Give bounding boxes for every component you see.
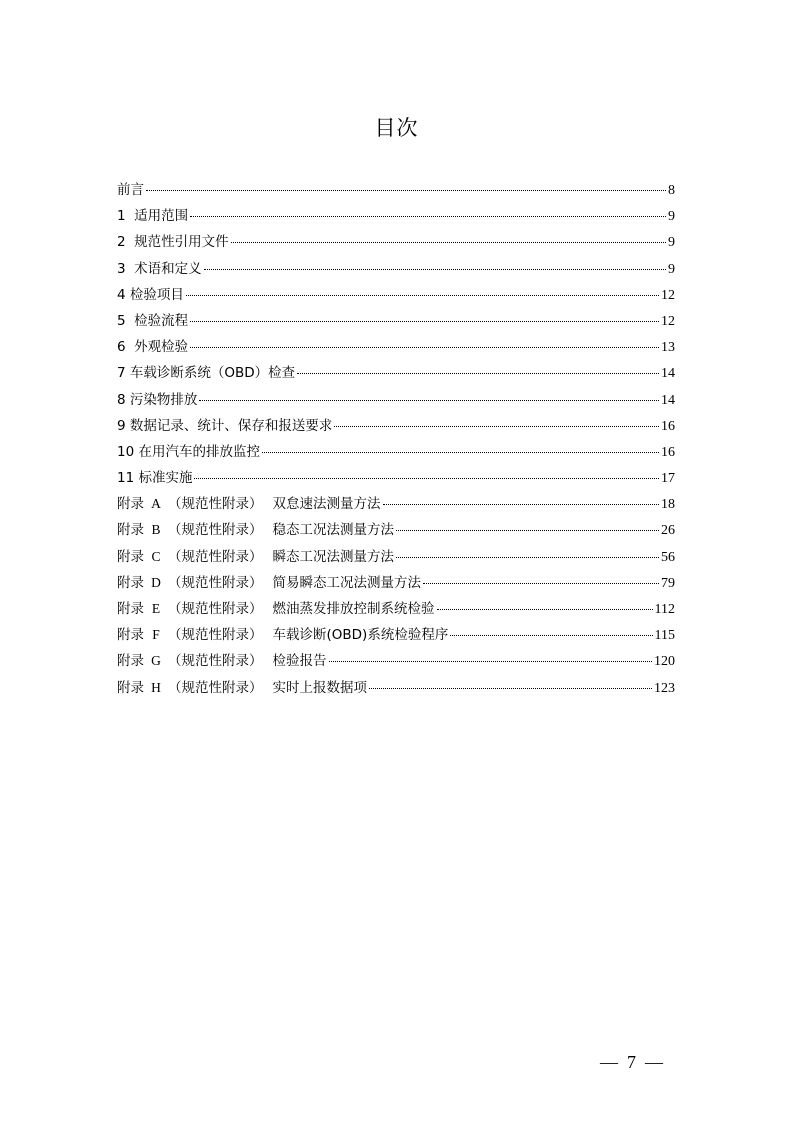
toc-entry-page: 112 [654,602,675,617]
dot-leader [334,426,659,427]
appendix-kind: （规范性附录） [168,653,263,670]
toc-entry-page: 123 [654,680,675,696]
toc-entry-label: 前言 [117,182,144,198]
toc-entry-page: 9 [668,235,675,251]
toc-entry-page: 9 [668,209,675,225]
appendix-letter: F [152,627,160,643]
dot-leader [194,478,659,479]
toc-entry-page: 115 [654,628,675,644]
dot-leader [369,688,652,689]
appendix-letter: C [151,548,161,564]
appendix-letter: B [151,522,161,538]
dot-leader [423,583,659,584]
toc-entry[interactable] [117,257,675,283]
appendix-title: 瞬态工况法测量方法 [272,548,394,565]
appendix-letter: H [151,679,161,695]
dot-leader [262,452,659,453]
appendix-kind: （规范性附录） [168,601,263,617]
page-number: — 7 — [600,1052,663,1072]
toc-entry[interactable] [117,309,675,335]
appendix-prefix: 附录 [117,653,144,670]
toc-entry-page: 8 [668,183,675,198]
appendix-label [117,492,381,512]
appendix-title: 实时上报数据项 [272,679,367,696]
dot-leader [383,504,660,505]
appendix-prefix: 附录 [117,574,144,591]
dot-leader [146,190,666,191]
appendix-label [117,545,394,565]
toc-entry-page: 120 [654,654,675,670]
toc-entry-page: 12 [661,313,675,329]
appendix-title: 燃油蒸发排放控制系统检验 [272,601,435,617]
appendix-kind: （规范性附录） [168,679,263,696]
dot-leader [231,242,666,243]
dot-leader [190,216,666,217]
appendix-kind: （规范性附录） [168,522,263,539]
toc-entry-label: 5 检验流程 [117,312,189,329]
dot-leader [204,269,666,270]
toc-entry[interactable] [117,230,675,256]
dot-leader [297,373,659,374]
toc-appendix-entry[interactable] [117,623,675,649]
toc-entry-page: 9 [668,261,675,277]
toc-entry-page: 14 [661,366,675,382]
toc-entry-page: 13 [661,340,675,356]
appendix-letter: G [151,653,161,669]
toc-appendix-entry[interactable] [117,597,675,623]
toc-entry[interactable] [117,178,675,204]
toc-entry-label: 3 术语和定义 [117,260,202,277]
toc-entry[interactable] [117,414,675,440]
toc-entry[interactable] [117,388,675,414]
toc-entry-label: 4 检验项目 [117,286,184,303]
appendix-title: 稳态工况法测量方法 [272,522,394,539]
toc-entry-label: 9 数据记录、统计、保存和报送要求 [117,417,333,434]
toc-entry-page: 12 [661,287,675,303]
dot-leader [450,635,652,636]
appendix-prefix: 附录 [117,496,144,513]
toc-entry-page: 56 [661,549,675,565]
appendix-label [117,676,367,696]
toc-appendix-entry[interactable] [117,676,675,702]
page-title: 目次 [374,116,419,140]
toc-entry-label: 8 污染物排放 [117,391,198,408]
toc-entry-page: 26 [661,523,675,539]
toc-entry[interactable] [117,283,675,309]
dot-leader [437,609,653,610]
toc-entry-page: 16 [661,418,675,434]
toc-entry-label: 11 标准实施 [117,470,193,487]
dot-leader [190,347,659,348]
dot-leader [190,321,659,322]
toc-entry[interactable] [117,335,675,361]
appendix-title: 检验报告 [272,653,327,670]
toc-entry-page: 79 [661,575,675,591]
toc-entry-label: 2 规范性引用文件 [117,234,229,251]
dot-leader [186,295,659,296]
appendix-prefix: 附录 [117,679,144,696]
dot-leader [199,400,659,401]
appendix-title: 双怠速法测量方法 [272,496,381,513]
appendix-letter: D [151,574,161,590]
toc-entry[interactable] [117,361,675,387]
toc-entry-label: 7 车载诊断系统（OBD）检查 [117,365,296,382]
dot-leader [396,557,659,558]
table-of-contents [117,178,675,702]
toc-entry-page: 17 [661,471,675,487]
toc-appendix-entry[interactable] [117,518,675,544]
appendix-kind: （规范性附录） [168,627,263,644]
toc-entry-label: 10 在用汽车的排放监控 [117,443,260,460]
toc-entry[interactable] [117,204,675,230]
toc-entry-page: 18 [661,497,675,513]
appendix-prefix: 附录 [117,522,144,539]
toc-entry-page: 16 [661,444,675,460]
appendix-label [117,623,448,643]
appendix-kind: （规范性附录） [168,496,263,513]
appendix-prefix: 附录 [117,601,144,617]
dot-leader [396,530,659,531]
appendix-prefix: 附录 [117,627,144,644]
dot-leader [329,661,653,662]
appendix-label [117,518,394,538]
toc-appendix-entry[interactable] [117,649,675,675]
toc-entry[interactable] [117,440,675,466]
appendix-title: 简易瞬态工况法测量方法 [272,574,421,591]
toc-entry-label: 1 适用范围 [117,208,189,225]
appendix-kind: （规范性附录） [168,574,263,591]
appendix-title: 车载诊断(OBD)系统检验程序 [272,627,449,644]
toc-entry-label: 6 外观检验 [117,339,189,356]
appendix-kind: （规范性附录） [168,548,263,565]
appendix-label [117,649,327,669]
toc-appendix-entry[interactable] [117,492,675,518]
toc-entry-page: 14 [661,392,675,408]
appendix-prefix: 附录 [117,548,144,565]
appendix-letter: A [151,496,161,512]
appendix-label [117,597,435,617]
toc-appendix-entry[interactable] [117,545,675,571]
toc-appendix-entry[interactable] [117,571,675,597]
appendix-letter: E [151,601,161,616]
toc-entry[interactable] [117,466,675,492]
appendix-label [117,571,421,591]
